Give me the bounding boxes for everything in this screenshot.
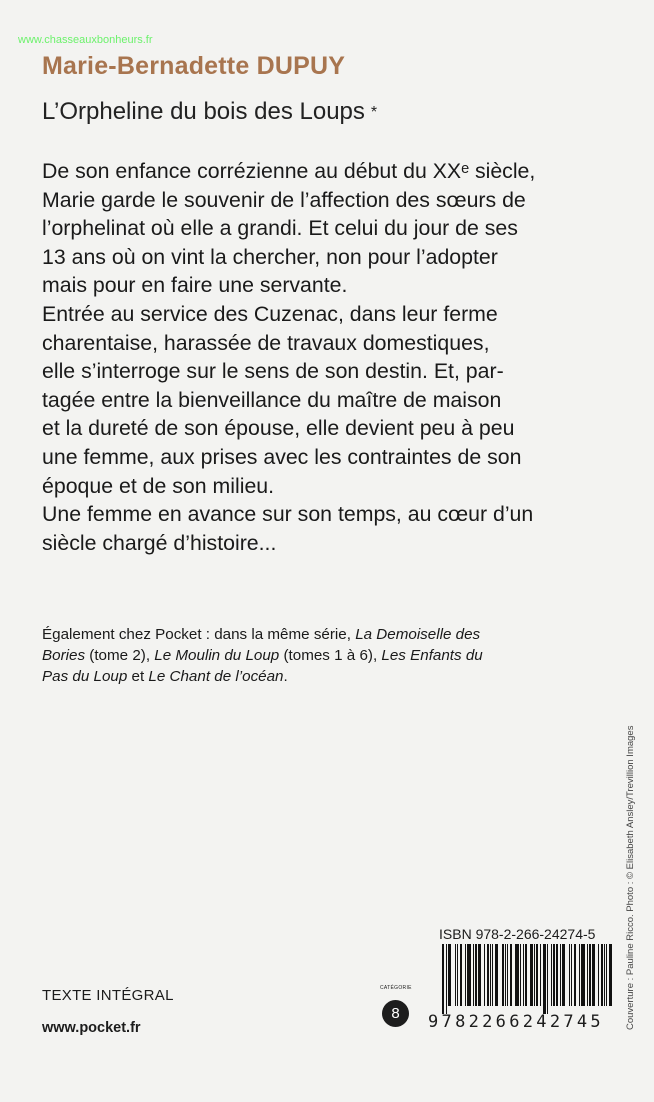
barcode-bar xyxy=(530,944,533,1006)
note-text: et xyxy=(127,668,149,685)
note-title: Le Moulin du Loup xyxy=(154,647,280,664)
website-link[interactable]: www.pocket.fr xyxy=(42,1020,141,1036)
barcode-bar xyxy=(446,944,447,1014)
note-text: Également chez Pocket : dans la même série, xyxy=(42,626,356,643)
blurb-line: l’orphelinat où elle a grandi. Et celui du jour de ses xyxy=(42,216,518,241)
author-name: Marie-Bernadette DUPUY xyxy=(42,52,346,80)
barcode xyxy=(442,944,614,1014)
barcode-bar xyxy=(505,944,506,1006)
barcode-bar xyxy=(592,944,595,1006)
barcode-bar xyxy=(523,944,524,1006)
barcode-bar xyxy=(475,944,477,1006)
barcode-bar xyxy=(478,944,481,1006)
barcode-bar xyxy=(601,944,603,1006)
texte-integral-label: TEXTE INTÉGRAL xyxy=(42,987,174,1004)
barcode-bar xyxy=(587,944,588,1006)
isbn: ISBN 978-2-266-24274-5 xyxy=(439,926,596,942)
barcode-bar xyxy=(502,944,504,1006)
blurb-line: Marie garde le souvenir de l’affection des sœurs de xyxy=(42,187,526,212)
barcode-bar xyxy=(540,944,541,1006)
blurb-line: elle s’interroge sur le sens de son destin. Et, par- xyxy=(42,359,504,384)
watermark: www.chasseauxbonheurs.fr xyxy=(18,34,153,46)
also-available-note xyxy=(42,624,483,687)
category-label: CATÉGORIE xyxy=(380,985,412,991)
barcode-bar xyxy=(547,944,548,1014)
blurb-line: et la dureté de son épouse, elle devient peu à peu xyxy=(42,416,515,441)
note-title: La Demoiselle des xyxy=(355,626,481,643)
volume-star: * xyxy=(370,103,378,121)
barcode-bar xyxy=(571,944,572,1006)
barcode-bar xyxy=(579,944,580,1006)
barcode-bar xyxy=(442,944,444,1014)
note-text: (tome 2), xyxy=(85,647,155,664)
barcode-bar xyxy=(510,944,512,1006)
barcode-bar xyxy=(569,944,570,1006)
barcode-bar xyxy=(448,944,451,1006)
blurb-line: siècle chargé d’histoire... xyxy=(42,530,277,555)
barcode-bar xyxy=(562,944,565,1006)
blurb-line: mais pour en faire une servante. xyxy=(42,273,348,298)
barcode-bar xyxy=(460,944,462,1006)
blurb-line: tagée entre la bienveillance du maître de maison xyxy=(42,387,502,412)
barcode-bar xyxy=(487,944,489,1006)
barcode-bar xyxy=(543,944,546,1014)
barcode-number: 9782266242745 xyxy=(428,1012,604,1032)
barcode-bar xyxy=(455,944,456,1006)
barcode-bar xyxy=(551,944,552,1006)
note-text: (tomes 1 à 6), xyxy=(279,647,382,664)
barcode-bar xyxy=(606,944,607,1006)
note-title: Les Enfants du xyxy=(381,647,483,664)
title-text: L’Orpheline du bois des Loups xyxy=(42,98,365,125)
barcode-bar xyxy=(492,944,493,1006)
barcode-bar xyxy=(490,944,491,1006)
barcode-bar xyxy=(553,944,555,1006)
barcode-bar xyxy=(484,944,485,1006)
note-title: Bories xyxy=(42,647,86,664)
barcode-bar xyxy=(536,944,538,1006)
barcode-bar xyxy=(465,944,466,1006)
barcode-bar xyxy=(604,944,605,1006)
barcode-bar xyxy=(574,944,576,1006)
blurb-line: Entrée au service des Cuzenac, dans leur ferme xyxy=(42,301,498,326)
blurb-line: Une femme en avance sur son temps, au cœur d’un xyxy=(42,502,534,527)
barcode-bar xyxy=(515,944,519,1006)
barcode-bar xyxy=(507,944,508,1006)
barcode-bar xyxy=(556,944,558,1006)
blurb-line: une femme, aux prises avec les contraintes de son xyxy=(42,444,522,469)
barcode-bar xyxy=(534,944,535,1006)
barcode-bar xyxy=(589,944,591,1006)
category-badge: 8 xyxy=(382,1000,409,1027)
blurb-line: De son enfance corrézienne au début du XXᵉ siècle, xyxy=(42,159,536,183)
blurb-line: époque et de son milieu. xyxy=(42,473,275,498)
blurb-line: charentaise, harassée de travaux domestiques, xyxy=(42,330,490,355)
barcode-bar xyxy=(598,944,599,1006)
barcode-bar xyxy=(473,944,474,1006)
cover-credit: Couverture : Pauline Ricco. Photo : © Elisabeth Ansley/Trevillion Images xyxy=(625,725,636,1030)
barcode-bar xyxy=(457,944,458,1006)
barcode-bar xyxy=(467,944,471,1006)
barcode-bar xyxy=(581,944,585,1006)
barcode-bar xyxy=(560,944,561,1006)
note-title: Pas du Loup xyxy=(42,668,128,685)
blurb xyxy=(42,157,535,557)
note-text: . xyxy=(283,668,288,685)
barcode-bar xyxy=(525,944,527,1006)
barcode-bar xyxy=(609,944,612,1006)
barcode-bar xyxy=(520,944,521,1006)
barcode-bar xyxy=(495,944,498,1006)
blurb-line: 13 ans où on vint la chercher, non pour l’adopter xyxy=(42,244,498,269)
note-title: Le Chant de l’océan xyxy=(148,668,284,685)
book-title xyxy=(42,98,377,126)
